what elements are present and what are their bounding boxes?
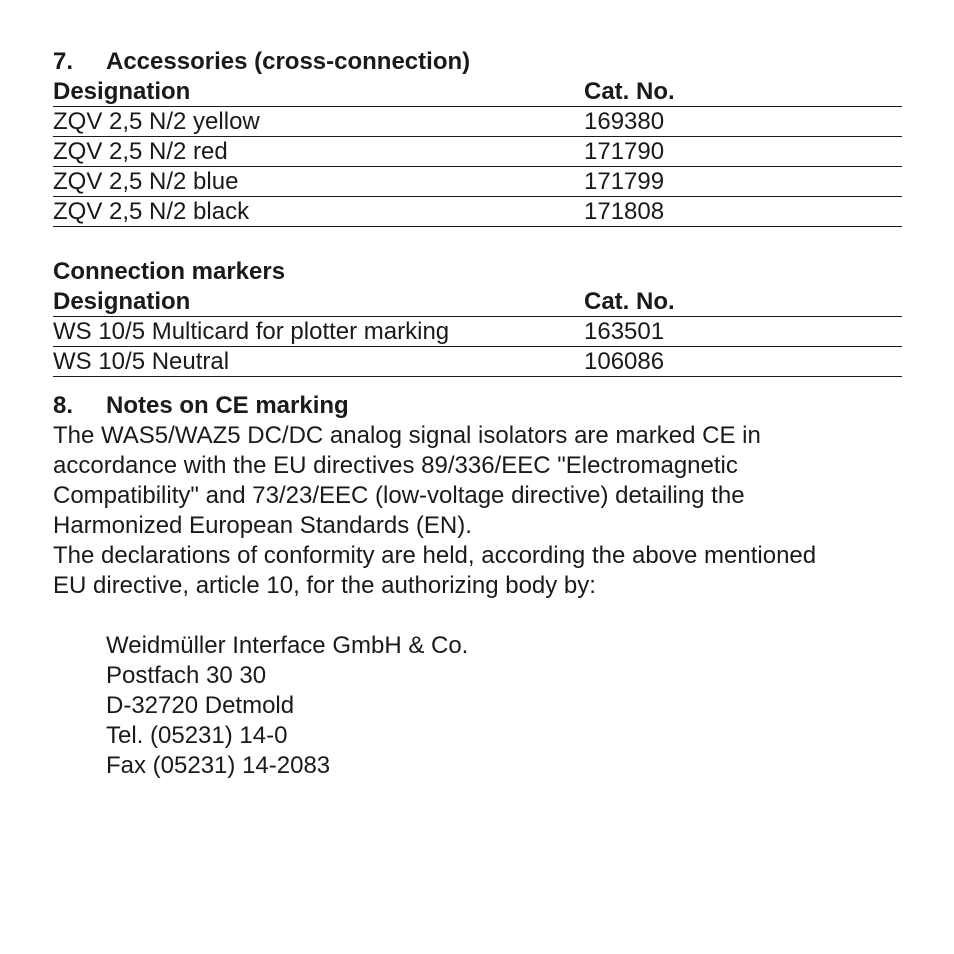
cat-no-cell: 106086 bbox=[584, 348, 665, 375]
section-8-heading bbox=[53, 391, 902, 421]
designation-cell: ZQV 2,5 N/2 red bbox=[53, 138, 228, 165]
address-line: Tel. (05231) 14-0 bbox=[106, 722, 288, 749]
designation-cell: ZQV 2,5 N/2 black bbox=[53, 198, 250, 225]
designation-cell: ZQV 2,5 N/2 yellow bbox=[53, 108, 260, 135]
cat-no-cell: 171808 bbox=[584, 198, 665, 225]
cat-no-cell: 169380 bbox=[584, 108, 665, 135]
table-row bbox=[53, 137, 902, 167]
table-row bbox=[53, 347, 902, 377]
column-header-designation: Designation bbox=[53, 78, 191, 105]
paragraph-line: Harmonized European Standards (EN). bbox=[53, 512, 472, 539]
paragraph-line: EU directive, article 10, for the authorizing body by: bbox=[53, 572, 596, 599]
cat-no-cell: 171790 bbox=[584, 138, 665, 165]
table-row bbox=[53, 107, 902, 137]
cat-no-cell: 163501 bbox=[584, 318, 665, 345]
designation-cell: WS 10/5 Neutral bbox=[53, 348, 230, 375]
column-header-cat-no: Cat. No. bbox=[584, 288, 675, 315]
markers-table-header bbox=[53, 287, 902, 317]
address-line: D-32720 Detmold bbox=[106, 692, 295, 719]
address-line: Postfach 30 30 bbox=[106, 662, 267, 689]
paragraph-line: The WAS5/WAZ5 DC/DC analog signal isolators are marked CE in bbox=[53, 422, 761, 449]
address-line: Fax (05231) 14-2083 bbox=[106, 752, 331, 779]
section-7-title: Accessories (cross-connection) bbox=[106, 48, 471, 75]
section-8-title: Notes on CE marking bbox=[106, 392, 349, 419]
ce-marking-paragraph bbox=[53, 421, 902, 601]
section-8-number: 8. bbox=[53, 392, 74, 419]
address-line: Weidmüller Interface GmbH & Co. bbox=[106, 632, 469, 659]
cat-no-cell: 171799 bbox=[584, 168, 665, 195]
paragraph-line: The declarations of conformity are held, according the above mentioned bbox=[53, 542, 817, 569]
table-row bbox=[53, 167, 902, 197]
paragraph-line: Compatibility" and 73/23/EEC (low-voltage directive) detailing the bbox=[53, 482, 745, 509]
designation-cell: WS 10/5 Multicard for plotter marking bbox=[53, 318, 450, 345]
accessories-table-header bbox=[53, 77, 902, 107]
company-address bbox=[53, 631, 902, 781]
markers-table bbox=[53, 287, 902, 377]
designation-cell: ZQV 2,5 N/2 blue bbox=[53, 168, 239, 195]
section-7-heading bbox=[53, 47, 902, 77]
connection-markers-heading: Connection markers bbox=[53, 258, 286, 285]
column-header-cat-no: Cat. No. bbox=[584, 78, 675, 105]
column-header-designation: Designation bbox=[53, 288, 191, 315]
spacer bbox=[53, 601, 902, 631]
table-row bbox=[53, 197, 902, 227]
spacer bbox=[53, 227, 902, 257]
table-row bbox=[53, 317, 902, 347]
accessories-table bbox=[53, 77, 902, 227]
paragraph-line: accordance with the EU directives 89/336/EEC "Electromagnetic bbox=[53, 452, 738, 479]
page-content bbox=[53, 47, 902, 781]
section-7-number: 7. bbox=[53, 48, 74, 75]
